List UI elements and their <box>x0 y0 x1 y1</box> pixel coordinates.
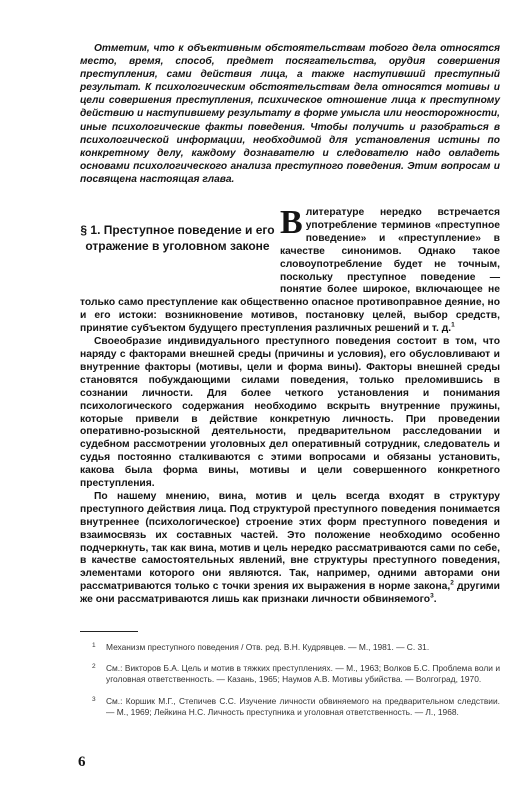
footnote-ref-3[interactable]: 3 <box>430 592 434 600</box>
paragraph-2: Своеобразие индивидуального преступного поведения состоит в том, что наряду с факторами внешней среды (причины и условия), его обусловливают и внутренние факторы (мотивы, цели и форма вины). Факторы внешней среды становятся побуждающими силами поведения, только преломившись в сознании личности. Для более четкого установления и понимания психологического содержания необходимо вскрыть внутренние пружины, которые привели в действие конкретную личность. При проведении оперативно-розыскной деятельности, предварительном расследовании и судебном рассмотрении уголовных дел оперативный сотрудник, следователь и судья постоянно сталкиваются с этими вопросами и обязаны установить, какова была форма вины, мотивы и цели совершенного конкретного преступления. <box>80 336 500 490</box>
footnote-item <box>92 663 500 685</box>
footnote-number: 1 <box>92 642 96 649</box>
footnote-ref-1[interactable]: 1 <box>451 321 455 329</box>
footnote-text: См.: Викторов Б.А. Цель и мотив в тяжких преступлениях. — М., 1963; Волков Б.С. Проблема воли и уголовная ответственность. — Казань, 1965; Наумов А.В. Мотивы убийства. — Волгоград, 1970. <box>106 663 500 685</box>
footnote-number: 3 <box>92 695 96 703</box>
paragraph-3-text-a: По нашему мнению, вина, мотив и цель всегда входят в структуру преступного действия лица. Под структурой преступного поведения понимается внутреннее (психологическое) строение этих форм преступного поведения и взаимосвязь их составных частей. Это положение необходимо особенно подчеркнуть, так как вина, мотив и цель нередко рассматриваются сами по себе, в качестве самостоятельных явлений, вне структуры преступного поведения, элементами которого они являются. Так, например, одними авторами они рассматриваются только с точки зрения их выражения в норме закона, <box>80 490 500 593</box>
footnote-item <box>92 696 500 718</box>
main-text <box>80 204 501 607</box>
section-heading: § 1. Преступное поведение и его отражение в уголовном законе <box>80 223 275 253</box>
footnotes <box>92 642 500 728</box>
footnote-ref-2[interactable]: 2 <box>450 579 454 587</box>
footnote-item <box>92 642 500 653</box>
paragraph-3-end: . <box>433 594 437 606</box>
drop-cap: В <box>280 204 303 241</box>
footnote-number: 2 <box>92 663 96 671</box>
footnote-divider <box>80 631 138 632</box>
page-number: 6 <box>78 754 86 770</box>
paragraph-3 <box>80 491 500 607</box>
footnote-text: Механизм преступного поведения / Отв. ред. В.Н. Кудрявцев. — М., 1981. — С. 31. <box>106 642 430 652</box>
paragraph-1-text: литературе нередко встречается употребление терминов «преступное поведение» и «преступление» в качестве синонимов. Однако такое словоупотребление будет не точным, поскольку преступное поведение — понятие более широкое, включающее не только само преступление как общественно опасное противоправное деяние, но и его истоки: возникновение мотивов, постановку целей, выбор средств, принятие субъектом будущего преступления различных решений и т. д. <box>80 207 500 335</box>
footnote-text: См.: Коршик М.Г., Степичев С.С. Изучение личности обвиняемого на предварительном следствии. — М., 1969; Лейкина Н.С. Личность преступника и уголовная ответственность. — Л., 1968. <box>106 695 500 717</box>
intro-paragraph: Отметим, что к объективным обстоятельствам тобого дела относятся место, время, способ, предмет посягательства, орудия совершения преступления, сами действия лица, а также наступивший преступный результат. К психологическим обстоятельствам дела относятся мотивы и цели совершения преступления, психическое отношение лица к преступному действию и наступившему результату в форме умысла или неосторожности, иные психологические факты поведения. Чтобы получить и разобраться в психологической информации, необходимой для установления истины по конкретному делу, каждому дознавателю и следователю надо овладеть основами психологического анализа преступного поведения. Этим вопросам и посвящена настоящая глава. <box>80 43 500 185</box>
paragraph-3-text-b: другими же они рассматриваются лишь как признаки личности обвиняемого <box>80 581 501 606</box>
heading-space <box>80 207 280 289</box>
